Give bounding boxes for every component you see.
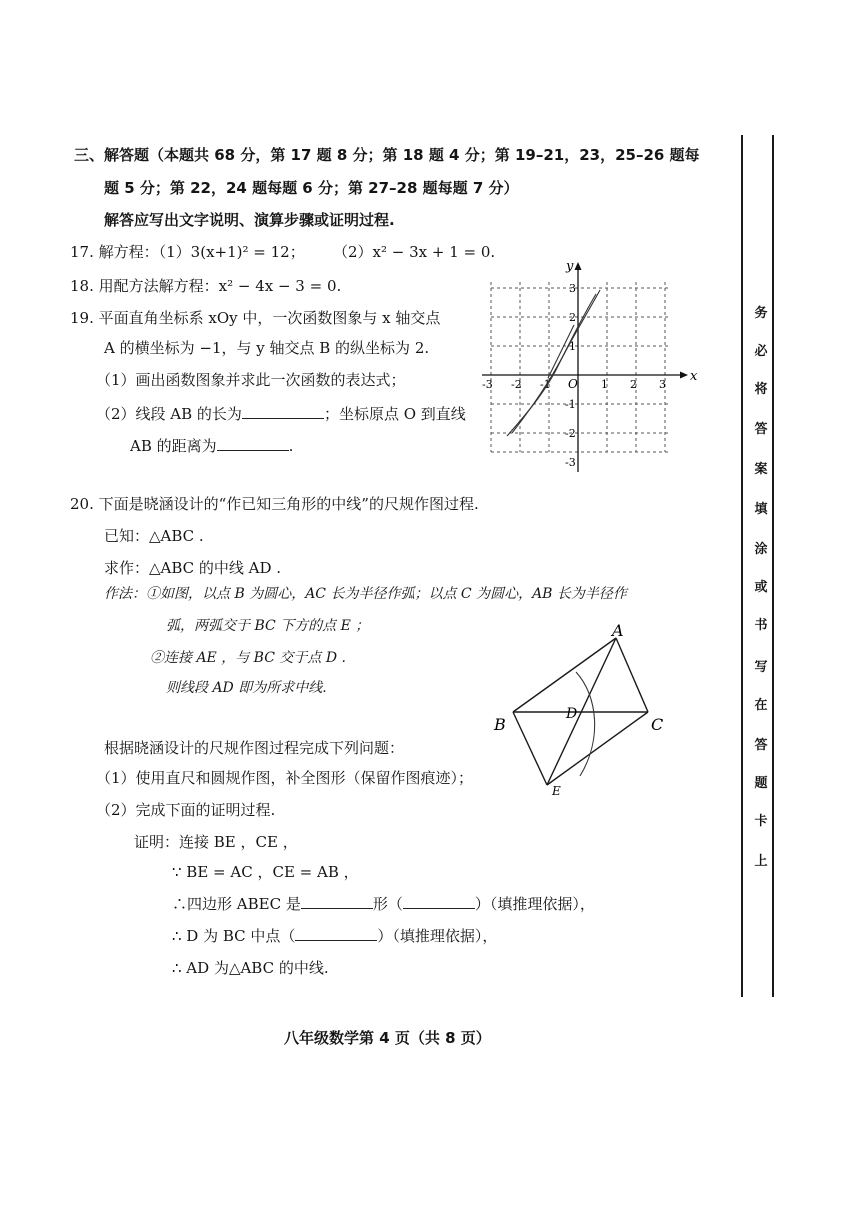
rail-char: 在 <box>754 698 768 713</box>
q17-part1: 17. 解方程：（1）3(x+1)² = 12； <box>70 243 305 261</box>
x-tick: 1 <box>601 378 608 391</box>
section-heading-cont: 题 5 分；第 22，24 题每题 6 分；第 27–28 题每题 7 分） <box>104 179 519 197</box>
q20-task: 求作：△ABC 的中线 AD . <box>104 559 282 577</box>
page-footer: 八年级数学第 4 页（共 8 页） <box>284 1029 491 1047</box>
proof-line-3 <box>172 926 497 946</box>
q19-part2-line2 <box>130 436 293 456</box>
proof-line-4: ∴ AD 为△ABC 的中线. <box>172 959 329 977</box>
x-axis-label: x <box>690 369 698 384</box>
rail-char: 或 <box>754 580 768 595</box>
q20-method-3: 则线段 AD 即为所求中线. <box>166 680 327 696</box>
proof-2a: ∴四边形 ABEC 是 <box>172 895 301 913</box>
x-tick: -2 <box>511 378 522 391</box>
q19-part1: （1）画出函数图象并求此一次函数的表达式； <box>96 371 406 389</box>
rail-char: 必 <box>754 344 768 359</box>
reason-blank-2[interactable] <box>295 926 377 941</box>
proof-3b: ）（填推理依据）， <box>377 927 498 945</box>
point-e-label: E <box>552 784 561 798</box>
q19-part2-c: AB 的距离为 <box>130 437 217 455</box>
rail-char: 案 <box>754 462 768 477</box>
segment-ce <box>547 712 648 785</box>
q20-method-2: ②连接 AE ，与 BC 交于点 D . <box>150 650 346 666</box>
rail-char: 卡 <box>754 814 768 829</box>
proof-2c: ）（填推理依据）， <box>474 895 595 913</box>
q19-part2 <box>96 404 466 424</box>
origin-label: O <box>568 377 578 391</box>
section-instruction: 解答应写出文字说明、演算步骤或证明过程. <box>104 211 395 229</box>
x-tick: 3 <box>659 378 666 391</box>
rail-char: 上 <box>754 854 768 869</box>
y-tick: 2 <box>569 311 576 324</box>
section-heading: 三、解答题（本题共 68 分，第 17 题 8 分；第 18 题 4 分；第 19–21，23，25–26 题每 <box>74 146 700 164</box>
rail-right-line <box>772 135 774 997</box>
y-tick: -2 <box>565 427 576 440</box>
segment-ac <box>616 638 648 712</box>
y-tick: -3 <box>565 456 576 469</box>
rail-char: 将 <box>754 382 768 397</box>
proof-intro: 证明：连接 BE ，CE ， <box>134 833 298 851</box>
shape-blank[interactable] <box>301 894 373 909</box>
coordinate-grid <box>476 256 706 478</box>
rail-char: 务 <box>754 306 768 321</box>
point-c-label: C <box>651 715 664 734</box>
rail-char: 填 <box>754 502 768 517</box>
rail-char: 写 <box>754 660 768 675</box>
triangle-figure <box>490 618 690 798</box>
rail-char: 答 <box>754 422 768 437</box>
q18-text: 18. 用配方法解方程：x² − 4x − 3 = 0. <box>70 277 342 295</box>
point-d-label: D <box>566 706 578 722</box>
y-tick: 3 <box>569 282 576 295</box>
q20-method-1a: 作法：①如图，以点 B 为圆心，AC 长为半径作弧；以点 C 为圆心，AB 长为半径作 <box>104 586 627 602</box>
q20-intro: 20. 下面是晓涵设计的“作已知三角形的中线”的尺规作图过程. <box>70 495 479 513</box>
q19-part2-a: （2）线段 AB 的长为 <box>96 405 242 423</box>
q19-line2: A 的横坐标为 −1，与 y 轴交点 B 的纵坐标为 2. <box>104 339 430 357</box>
q20-part2: （2）完成下面的证明过程. <box>96 801 276 819</box>
q20-prompt: 根据晓涵设计的尺规作图过程完成下列问题： <box>104 739 405 757</box>
q19-part2-d: . <box>288 437 294 455</box>
q19-part2-b: ；坐标原点 O 到直线 <box>323 405 466 423</box>
point-b-label: B <box>494 715 506 734</box>
q20-part1: （1）使用直尺和圆规作图，补全图形（保留作图痕迹）； <box>96 769 474 787</box>
reason-blank-1[interactable] <box>403 894 475 909</box>
segment-ab <box>513 638 616 712</box>
q20-known: 已知：△ABC . <box>104 527 204 545</box>
rail-char: 题 <box>754 776 768 791</box>
ab-length-blank[interactable] <box>242 404 324 419</box>
rail-char: 答 <box>754 738 768 753</box>
y-axis-label: y <box>566 259 574 274</box>
rail-char: 书 <box>754 618 768 633</box>
proof-line-2 <box>172 894 595 914</box>
x-axis-arrow-icon <box>680 372 688 379</box>
y-tick: -1 <box>565 398 576 411</box>
construction-arc <box>576 672 595 776</box>
point-a-label: A <box>612 621 624 640</box>
q17-part2: （2）x² − 3x + 1 = 0. <box>333 243 496 261</box>
q20-method-1b: 弧，两弧交于 BC 下方的点 E ； <box>166 618 370 634</box>
x-tick: -3 <box>482 378 493 391</box>
rail-char: 涂 <box>754 542 768 557</box>
sketched-function-line <box>507 290 600 436</box>
x-tick: 2 <box>630 378 637 391</box>
distance-blank[interactable] <box>217 436 289 451</box>
q19-line1: 19. 平面直角坐标系 xOy 中，一次函数图象与 x 轴交点 <box>70 309 441 327</box>
proof-2b: 形（ <box>372 895 403 913</box>
proof-3a: ∴ D 为 BC 中点（ <box>172 927 296 945</box>
y-axis-arrow-icon <box>575 262 582 270</box>
segment-be <box>513 712 547 785</box>
y-tick: 1 <box>569 340 576 353</box>
proof-line-1: ∵ BE = AC ，CE = AB ， <box>172 863 359 881</box>
rail-left-line <box>741 135 743 997</box>
x-tick: -1 <box>540 378 551 391</box>
